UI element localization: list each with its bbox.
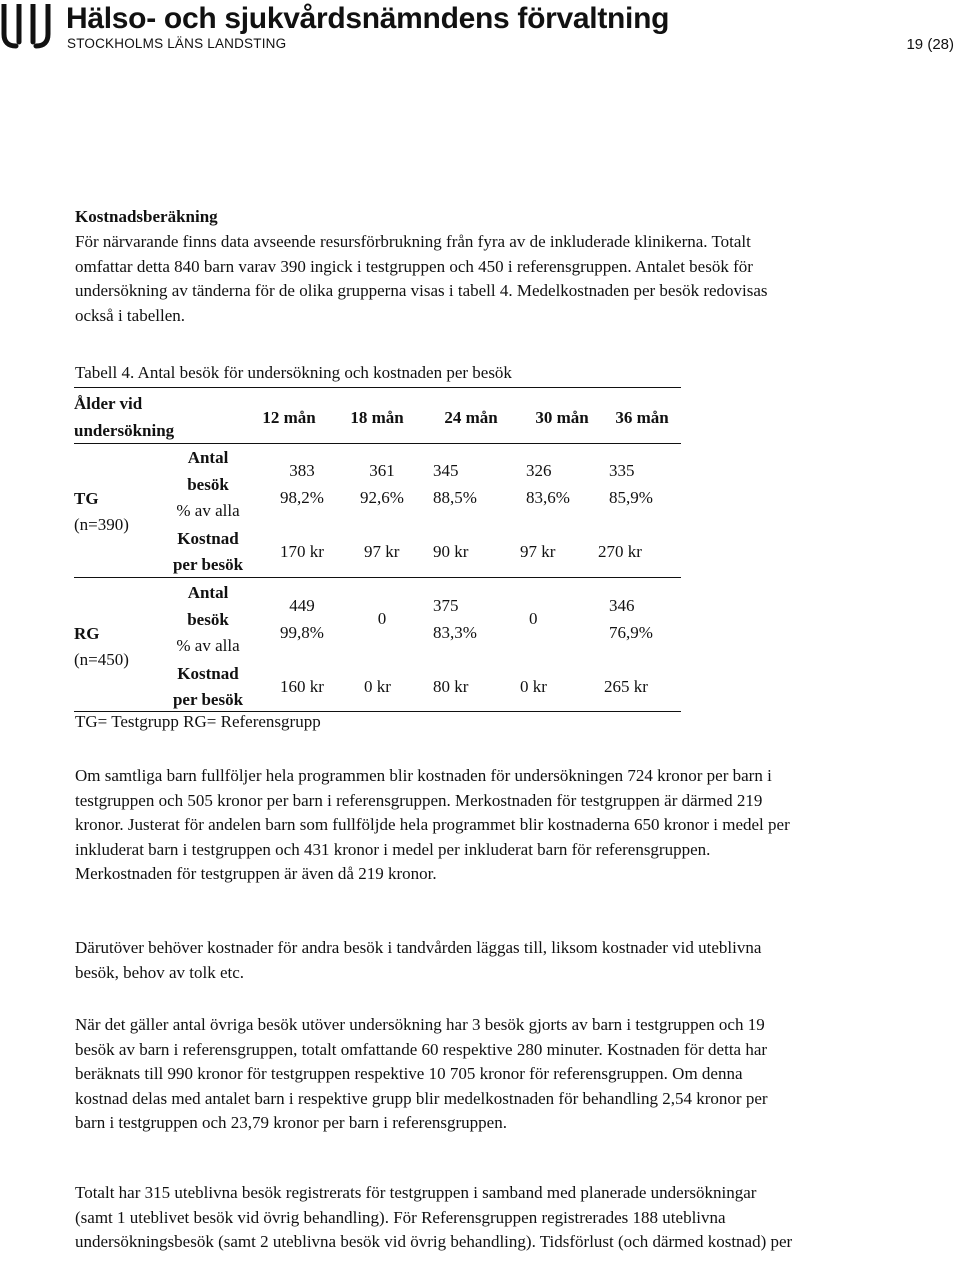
tg-pct-cell: 83,6% xyxy=(526,488,570,507)
rg-antal-cell: 0 xyxy=(529,609,538,628)
group-rg-label: RG xyxy=(74,624,100,643)
tg-antal-cell: 361 xyxy=(369,461,395,480)
rg-antal-cell: 0 xyxy=(377,609,387,628)
rg-pct-cell: 83,3% xyxy=(433,623,477,642)
rg-antal-cell: 449 xyxy=(289,596,315,615)
rg-pct-cell: 99,8% xyxy=(280,623,324,642)
rg-antal-cell: 375 xyxy=(433,596,459,615)
row-label-antal: Antal xyxy=(187,583,229,602)
column-header: 12 mån xyxy=(262,408,316,427)
tg-pct-cell: 88,5% xyxy=(433,488,477,507)
tg-kostnad-cell: 90 kr xyxy=(433,542,469,561)
paragraph-other-visits: När det gäller antal övriga besök utöver undersökning har 3 besök gjorts av barn i testgruppen och 19 besök av barn i referensgruppen, totalt omfattande 60 respektive 280 minuter. Kostnaden för detta har beräknats till 990 kronor för testgruppen respektive 10 705 kronor för referensgruppen. Om denna kostnad delas med antalet barn i respektive grupp blir medelkostnaden för behandling 2,54 kronor per barn i testgruppen och 23,79 kronor per barn i referensgruppen. xyxy=(75,1015,768,1132)
rg-kostnad-cell: 265 kr xyxy=(604,677,648,696)
header-age-label-line1: Ålder vid xyxy=(74,394,143,413)
group-rg-n: (n=450) xyxy=(74,650,129,669)
tg-antal-cell: 345 xyxy=(433,461,459,480)
row-label-besok: besök xyxy=(187,610,229,629)
column-header: 18 mån xyxy=(350,408,404,427)
page-header xyxy=(0,0,960,70)
rg-antal-cell: 346 xyxy=(609,596,635,615)
row-label-besok: besök xyxy=(187,475,229,494)
tg-kostnad-cell: 270 kr xyxy=(598,542,642,561)
paragraph-missed-visits: Totalt har 315 uteblivna besök registrerats för testgruppen i samband med planerade undersökningar (samt 1 uteblivet besök vid övrig behandling). För Referensgruppen registrerades 188 uteblivna undersökningsbesök (samt 2 uteblivna besök vid övrig behandling). Tidsförlust (och därmed kostnad) per xyxy=(75,1183,793,1251)
tg-kostnad-cell: 170 kr xyxy=(280,542,324,561)
organization-name: Hälso- och sjukvårdsnämndens förvaltning xyxy=(66,2,670,35)
row-label-pct: % av alla xyxy=(176,501,240,520)
paragraph-resource-data: För närvarande finns data avseende resursförbrukning från fyra av de inkluderade klinikerna. Totalt omfattar detta 840 barn varav 390 ingick i testgruppen och 450 i referensgruppen. Antalet besök för undersökning av tänderna för de olika grupperna visas i tabell 4. Medelkostnaden per besök redovisas också i tabellen. xyxy=(75,232,768,325)
table-top-rule xyxy=(74,387,681,388)
tg-pct-cell: 98,2% xyxy=(280,488,324,507)
rg-kostnad-cell: 0 kr xyxy=(364,677,391,696)
tg-kostnad-cell: 97 kr xyxy=(520,542,556,561)
column-header: 24 mån xyxy=(444,408,498,427)
table-footnote: TG= Testgrupp RG= Referensgrupp xyxy=(75,712,321,731)
tg-antal-cell: 383 xyxy=(289,461,315,480)
tg-pct-cell: 85,9% xyxy=(609,488,653,507)
group-tg-n: (n=390) xyxy=(74,515,129,534)
paragraph-total-cost: Om samtliga barn fullföljer hela programmen blir kostnaden för undersökningen 724 kronor per barn i testgruppen och 505 kronor per barn i referensgruppen. Merkostnaden för testgruppen är därmed 219 kronor. Justerat för andelen barn som fullföljde hela programmet blir kostnaderna 650 kronor i medel per inkluderat barn i testgruppen och 431 kronor i medel per inkluderat barn för referensgruppen. Merkostnaden för testgruppen är även då 219 kronor. xyxy=(75,766,790,883)
paragraph-additional-costs: Därutöver behöver kostnader för andra besök i tandvården läggas till, liksom kostnader vid uteblivna besök, behov av tolk etc. xyxy=(75,938,762,982)
landsting-logo-icon xyxy=(0,4,58,50)
row-label-pct: % av alla xyxy=(176,636,240,655)
row-label-per-besok: per besök xyxy=(172,690,244,709)
row-label-kostnad: Kostnad xyxy=(177,664,239,683)
table-caption: Tabell 4. Antal besök för undersökning och kostnaden per besök xyxy=(75,363,512,382)
column-header: 30 mån xyxy=(535,408,589,427)
rg-kostnad-cell: 0 kr xyxy=(520,677,547,696)
tg-antal-cell: 326 xyxy=(526,461,552,480)
tg-kostnad-cell: 97 kr xyxy=(364,542,400,561)
row-label-per-besok: per besök xyxy=(172,555,244,574)
table-group-rule xyxy=(74,577,681,578)
tg-pct-cell: 92,6% xyxy=(360,488,404,507)
group-tg-label: TG xyxy=(74,489,99,508)
page-number: 19 (28) xyxy=(906,36,954,53)
organization-subtitle: STOCKHOLMS LÄNS LANDSTING xyxy=(67,36,287,51)
rg-kostnad-cell: 80 kr xyxy=(433,677,469,696)
tg-antal-cell: 335 xyxy=(609,461,635,480)
rg-pct-cell: 76,9% xyxy=(609,623,653,642)
section-title: Kostnadsberäkning xyxy=(75,207,218,226)
rg-kostnad-cell: 160 kr xyxy=(280,677,324,696)
row-label-antal: Antal xyxy=(187,448,229,467)
column-header: 36 mån xyxy=(615,408,669,427)
row-label-kostnad: Kostnad xyxy=(177,529,239,548)
header-age-label-line2: undersökning xyxy=(74,421,175,440)
cost-table xyxy=(74,387,681,712)
